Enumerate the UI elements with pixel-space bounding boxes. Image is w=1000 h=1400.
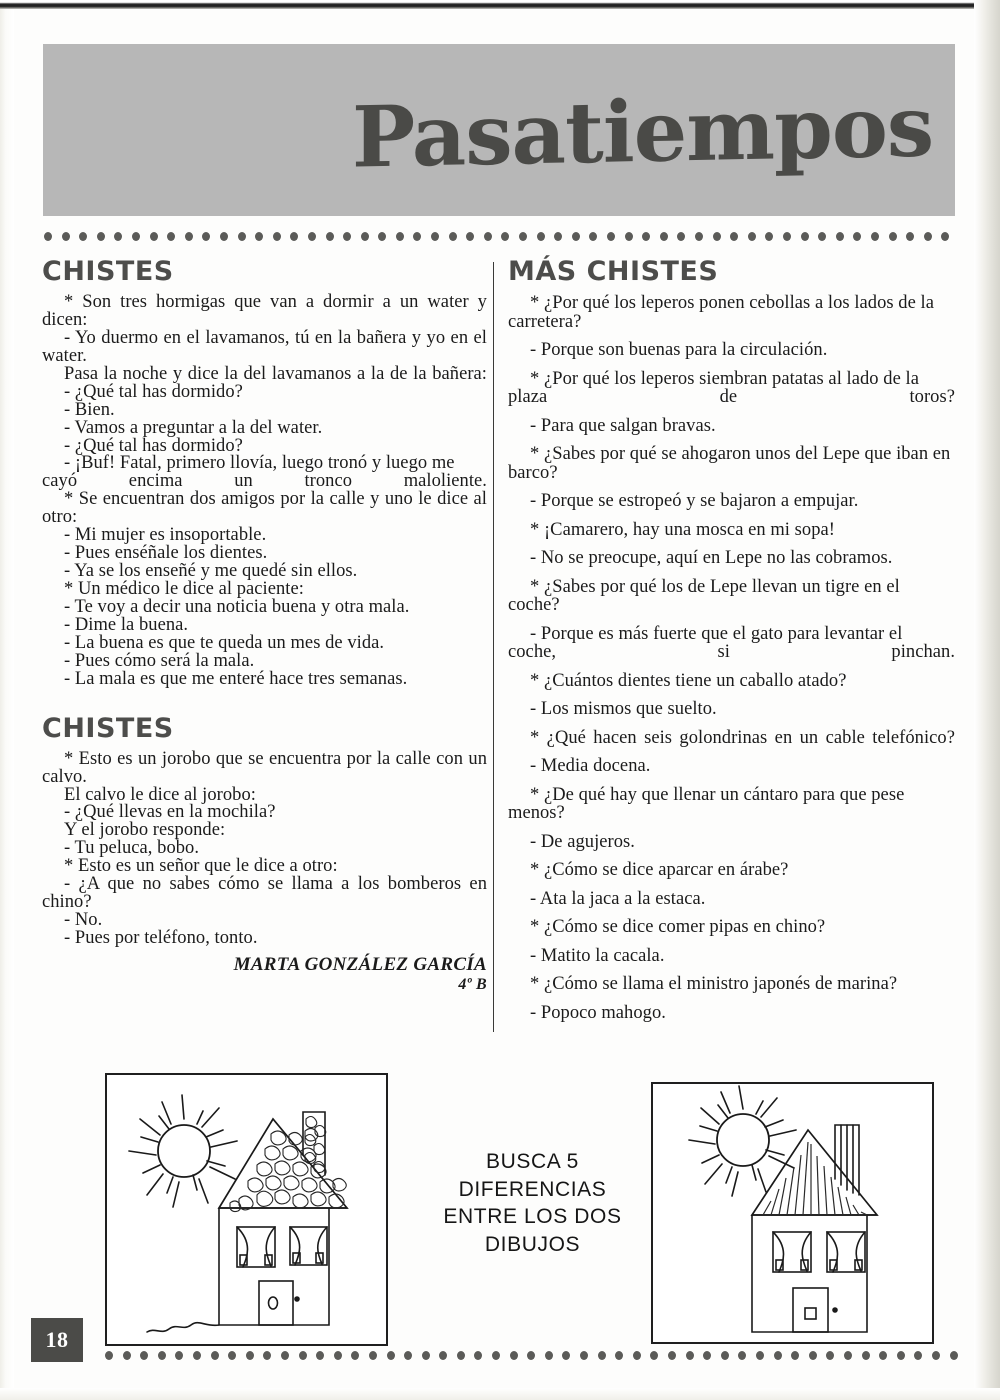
divider-dot	[879, 1351, 887, 1360]
scan-edge-bottom	[0, 1388, 1000, 1400]
joke-block	[508, 417, 955, 436]
divider-dot	[748, 232, 756, 241]
divider-dot	[527, 1351, 535, 1360]
joke-block	[508, 729, 955, 748]
divider-dot	[598, 1351, 606, 1360]
joke-group-3	[508, 294, 955, 1022]
divider-dot	[791, 1351, 799, 1360]
joke-block	[508, 672, 955, 691]
divider-dot	[466, 232, 474, 241]
divider-dot	[97, 232, 105, 241]
divider-dot	[914, 1351, 922, 1360]
joke-block	[508, 890, 955, 909]
divider-dot	[387, 1351, 395, 1360]
divider-dot	[474, 1351, 482, 1360]
joke-line: * ¿Cómo se dice comer pipas en chino?	[530, 917, 826, 937]
joke-block	[508, 918, 955, 937]
joke-line: * ¿Cómo se dice aparcar en árabe?	[530, 860, 789, 880]
divider-dot	[396, 232, 404, 241]
divider-dot	[738, 1351, 746, 1360]
joke-line: - ¿A que no sabes cómo se llama a los bomberos en chino?	[42, 874, 487, 913]
puzzle-caption-line: BUSCA 5	[486, 1150, 579, 1173]
joke-line: - Matito la cacala.	[530, 945, 665, 966]
byline-author: MARTA GONZÁLEZ GARCÍA	[233, 953, 487, 975]
divider-dot	[123, 1351, 131, 1360]
joke-block	[508, 521, 955, 540]
divider-dot	[519, 232, 527, 241]
divider-dot	[826, 1351, 834, 1360]
divider-dot	[281, 1351, 289, 1360]
joke-line: * ¿Sabes por qué los de Lepe llevan un tigre en el coche?	[508, 576, 900, 615]
divider-dot	[185, 232, 193, 241]
divider-dot	[906, 232, 914, 241]
joke-line: - Dime la buena.	[64, 614, 189, 635]
divider-dot	[660, 232, 668, 241]
divider-dot	[607, 232, 615, 241]
divider-dot	[695, 232, 703, 241]
joke-line: - Vamos a preguntar a la del water.	[64, 417, 323, 438]
joke-line: - Pues enséñale los dientes.	[64, 543, 268, 564]
divider-dot	[642, 232, 650, 241]
joke-block	[508, 757, 955, 776]
divider-dot	[351, 1351, 359, 1360]
divider-dot	[713, 232, 721, 241]
divider-dot	[361, 232, 369, 241]
joke-line: - Porque son buenas para la circulación.	[530, 340, 828, 360]
divider-dot	[703, 1351, 711, 1360]
joke-block	[508, 975, 955, 994]
divider-dot	[140, 1351, 148, 1360]
joke-line: * Se encuentran dos amigos por la calle y uno le dice al otro:	[42, 489, 487, 528]
joke-line: - La mala es que me enteré hace tres semanas.	[64, 668, 408, 689]
header-banner	[43, 44, 955, 216]
divider-dot	[290, 232, 298, 241]
joke-line: - De agujeros.	[530, 831, 635, 852]
joke-line: - Pues cómo será la mala.	[64, 650, 255, 671]
divider-dot	[193, 1351, 201, 1360]
joke-line: * ¿Por qué los leperos siembran patatas al lado de la plaza de toros?	[508, 368, 955, 407]
joke-block	[508, 1004, 955, 1023]
joke-line: - Media docena.	[530, 756, 651, 776]
divider-dot	[457, 1351, 465, 1360]
divider-dot	[580, 1351, 588, 1360]
joke-line: - Bien.	[64, 399, 115, 420]
divider-dot	[343, 232, 351, 241]
right-column	[508, 258, 955, 1032]
divider-dot	[167, 232, 175, 241]
joke-line: - ¡Buf! Fatal, primero llovía, luego tronó y luego me cayó encima un tronco maloliente.	[42, 453, 487, 492]
divider-dot	[941, 232, 949, 241]
divider-dot	[299, 1351, 307, 1360]
byline	[42, 954, 487, 994]
divider-dot	[316, 1351, 324, 1360]
divider-dot	[668, 1351, 676, 1360]
divider-dot	[404, 1351, 412, 1360]
joke-block	[508, 861, 955, 880]
joke-block	[508, 947, 955, 966]
divider-dot	[439, 1351, 447, 1360]
divider-dot	[572, 232, 580, 241]
divider-dot	[211, 1351, 219, 1360]
joke-line: * ¿Cuántos dientes tiene un caballo atado?	[530, 670, 847, 691]
divider-dot	[413, 232, 421, 241]
divider-dot	[105, 1351, 113, 1360]
divider-dot	[44, 232, 52, 241]
divider-dot	[889, 232, 897, 241]
joke-block	[508, 445, 955, 482]
joke-line: - ¿Qué tal has dormido?	[64, 381, 243, 402]
divider-dot	[765, 232, 773, 241]
joke-line: * Esto es un señor que le dice a otro:	[64, 856, 338, 877]
divider-dot	[273, 232, 281, 241]
divider-dot	[862, 1351, 870, 1360]
divider-dot	[220, 232, 228, 241]
divider-dot	[255, 232, 263, 241]
divider-dot	[897, 1351, 905, 1360]
joke-line: - Porque se estropeó y se bajaron a empujar.	[530, 491, 859, 511]
joke-line: - Yo duermo en el lavamanos, tú en la bañera y yo en el water.	[42, 327, 487, 366]
divider-dot	[818, 232, 826, 241]
joke-block	[508, 294, 955, 331]
joke-group-2	[42, 748, 487, 948]
divider-dot	[114, 232, 122, 241]
divider-dot	[150, 232, 158, 241]
joke-line: - La buena es que te queda un mes de vida.	[64, 632, 385, 653]
divider-dot	[783, 232, 791, 241]
puzzle-caption-line: ENTRE LOS DOS	[443, 1205, 622, 1229]
byline-grade: 4º B	[458, 975, 487, 993]
divider-dot	[721, 1351, 729, 1360]
divider-dot	[431, 232, 439, 241]
divider-dot	[756, 1351, 764, 1360]
scan-edge-right	[974, 0, 1000, 1400]
section-heading-mas-chistes: MÁS CHISTES	[508, 256, 719, 287]
divider-dot	[677, 232, 685, 241]
divider-dot	[932, 1351, 940, 1360]
joke-line: Pasa la noche y dice la del lavamanos a la de la bañera:	[64, 363, 487, 384]
divider-dot	[950, 1351, 958, 1360]
divider-dot	[326, 232, 334, 241]
divider-dot	[562, 1351, 570, 1360]
joke-line: * ¿Qué hacen seis golondrinas en un cable telefónico?	[530, 727, 955, 748]
joke-block	[42, 294, 487, 491]
house-drawing-b	[651, 1082, 934, 1344]
dotted-divider-bottom	[105, 1350, 958, 1360]
dotted-divider-top	[44, 231, 949, 241]
joke-line: - No.	[64, 910, 103, 931]
divider-dot	[625, 232, 633, 241]
divider-dot	[238, 232, 246, 241]
divider-dot	[228, 1351, 236, 1360]
divider-dot	[263, 1351, 271, 1360]
divider-dot	[132, 232, 140, 241]
divider-dot	[202, 232, 210, 241]
joke-line: - ¿Qué llevas en la mochila?	[64, 802, 276, 823]
joke-line: * ¿Cómo se llama el ministro japonés de marina?	[530, 974, 898, 994]
column-divider	[493, 262, 494, 1032]
page-number-badge: 18	[31, 1318, 83, 1362]
joke-line: * Esto es un jorobo que se encuentra por la calle con un calvo.	[42, 748, 487, 787]
divider-dot	[844, 1351, 852, 1360]
joke-block	[508, 625, 955, 662]
joke-block	[508, 370, 955, 407]
joke-line: - No se preocupe, aquí en Lepe no las cobramos.	[530, 548, 893, 568]
divider-dot	[510, 1351, 518, 1360]
joke-block	[508, 833, 955, 852]
joke-line: * ¿Por qué los leperos ponen cebollas a los lados de la carretera?	[508, 293, 934, 332]
divider-dot	[615, 1351, 623, 1360]
joke-block	[508, 341, 955, 360]
joke-line: * ¿De qué hay que llenar un cántaro para que pese menos?	[508, 784, 905, 823]
divider-dot	[62, 232, 70, 241]
divider-dot	[924, 232, 932, 241]
joke-line: * Un médico le dice al paciente:	[64, 579, 304, 599]
divider-dot	[537, 232, 545, 241]
divider-dot	[492, 1351, 500, 1360]
divider-dot	[484, 232, 492, 241]
divider-dot	[501, 232, 509, 241]
joke-block	[508, 786, 955, 823]
divider-dot	[836, 232, 844, 241]
left-column	[42, 258, 487, 994]
joke-line: - Ata la jaca a la estaca.	[530, 888, 706, 909]
divider-dot	[686, 1351, 694, 1360]
joke-block	[508, 700, 955, 719]
page-title: Pasatiempos	[351, 76, 933, 187]
joke-block	[508, 492, 955, 511]
puzzle-caption-line: DIBUJOS	[484, 1233, 581, 1257]
divider-dot	[369, 1351, 377, 1360]
divider-dot	[871, 232, 879, 241]
joke-block	[508, 549, 955, 568]
divider-dot	[545, 1351, 553, 1360]
divider-dot	[158, 1351, 166, 1360]
divider-dot	[378, 232, 386, 241]
joke-line: - Te voy a decir una noticia buena y otra mala.	[64, 596, 410, 617]
joke-line: - Popoco mahogo.	[530, 1002, 666, 1023]
divider-dot	[801, 232, 809, 241]
divider-dot	[589, 232, 597, 241]
joke-line: * ¡Camarero, hay una mosca en mi sopa!	[530, 519, 835, 540]
divider-dot	[650, 1351, 658, 1360]
section-heading-chistes-1: CHISTES	[42, 256, 174, 287]
joke-line: El calvo le dice al jorobo:	[64, 784, 256, 805]
joke-block	[42, 748, 487, 948]
divider-dot	[449, 232, 457, 241]
joke-line: - Pues por teléfono, tonto.	[64, 928, 258, 948]
divider-dot	[809, 1351, 817, 1360]
divider-dot	[554, 232, 562, 241]
joke-line: - Ya se los enseñé y me quedé sin ellos.	[64, 561, 358, 582]
divider-dot	[853, 232, 861, 241]
joke-line: * Son tres hormigas que van a dormir a un water y dicen:	[42, 292, 487, 330]
puzzle-caption	[415, 1148, 650, 1259]
scan-edge-top	[0, 0, 1000, 9]
joke-line: - Mi mujer es insoportable.	[64, 525, 267, 546]
puzzle-caption-line: DIFERENCIAS	[458, 1177, 607, 1201]
divider-dot	[308, 232, 316, 241]
joke-group-1	[42, 294, 487, 689]
divider-dot	[79, 232, 87, 241]
joke-line: * ¿Sabes por qué se ahogaron unos del Lepe que iban en barco?	[508, 444, 951, 483]
divider-dot	[730, 232, 738, 241]
joke-line: - Los mismos que suelto.	[530, 699, 717, 719]
scan-edge-left	[0, 9, 14, 1400]
joke-line: - Porque es más fuerte que el gato para levantar el coche, si pinchan.	[508, 623, 955, 662]
divider-dot	[422, 1351, 430, 1360]
divider-dot	[246, 1351, 254, 1360]
joke-line: - Tu peluca, bobo.	[64, 838, 200, 859]
joke-block	[42, 491, 487, 688]
joke-line: - ¿Qué tal has dormido?	[64, 435, 243, 456]
joke-block	[508, 578, 955, 615]
house-drawing-a	[105, 1073, 388, 1346]
joke-line: - Para que salgan bravas.	[530, 415, 716, 436]
divider-dot	[633, 1351, 641, 1360]
divider-dot	[175, 1351, 183, 1360]
divider-dot	[774, 1351, 782, 1360]
joke-line: Y el jorobo responde:	[64, 820, 226, 841]
divider-dot	[334, 1351, 342, 1360]
section-heading-chistes-2: CHISTES	[42, 712, 174, 744]
